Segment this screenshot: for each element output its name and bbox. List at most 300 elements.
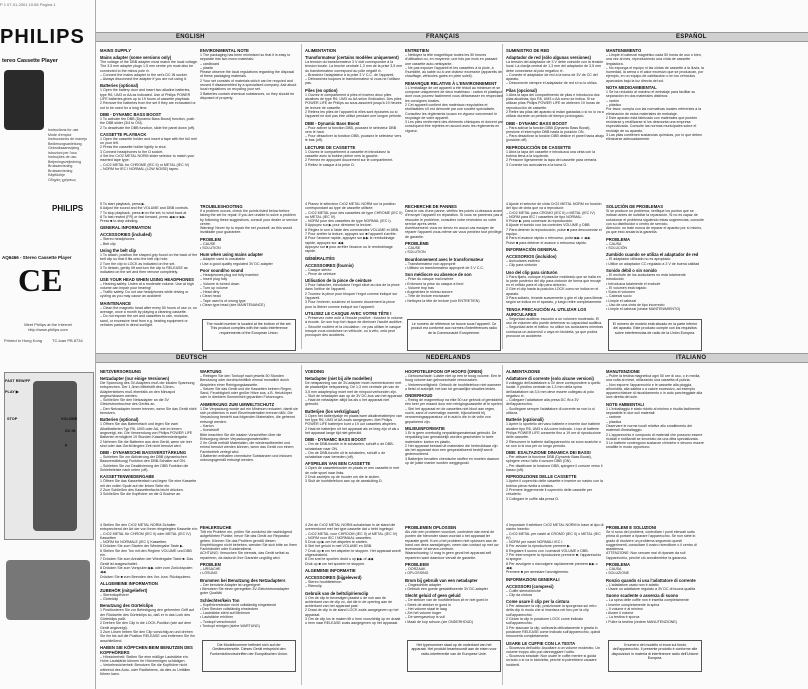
- paragraph: – L'adattatore usato non è adatto: [606, 582, 659, 587]
- section-heading: Bourdonnement avec le transformateur: [405, 256, 484, 262]
- paragraph: • Pulire la testina (vedere MANUTENZIONE): [606, 619, 677, 624]
- section-heading: Batterie (opzionali): [506, 417, 544, 423]
- paragraph: 1 To activate the DBB (Dynamic Bass Boost) function, push the DBB slider (3/4 to ON).: [100, 116, 195, 126]
- paragraph: – Pour activer la fonction DBB, poussez le sélecteur DBB vers le haut.: [305, 125, 397, 134]
- paragraph: La tensión del adaptador de 3 V debe coincidir con la tensión local. La clavija central de 1,3 mm del adaptador de 3,5 mm debe conectarse al polo negativo ⊖.: [506, 60, 604, 73]
- divider: [301, 44, 302, 349]
- en-c2-column: [200, 46, 298, 196]
- paragraph: 1 Para fijarlo, coloque el pasador moldeado que se halla en la parte posterior del clip para cinturón de forma que encaje en el orificio para el clip para cinturón.: [506, 274, 601, 288]
- paragraph: • Clean head: [200, 294, 221, 299]
- paragraph: 8 Per avvolgere o riavvolgere rapidamente premere ▶▶ o ◀◀.: [506, 561, 598, 570]
- paragraph: – Stel het apparaat en de cassettes niet bloot aan regen, vocht, zand of overmatige warmte, bijvoorbeeld bij verwarmingsapparatuur of in auto's die in de volle zon geparkeerd zijn.: [405, 406, 496, 424]
- paragraph: 2 To deactivate the DBB function, slide the panel down (off).: [100, 125, 196, 130]
- section-heading: ALIMENTAZIONE: [506, 369, 541, 374]
- paragraph: – CAUSE: [405, 246, 421, 251]
- language-list-item: Betjeningsvejledning: [48, 159, 81, 164]
- nl-c4-column: [405, 523, 503, 633]
- language-bar-bottom: [96, 353, 808, 363]
- paragraph: 2 Presione ligeramente la tapa del cassette para cerrarla.: [506, 158, 598, 163]
- paragraph: 2 Zum Schließen des Kassettenfachs leicht drücken.: [100, 487, 184, 492]
- paragraph: 1 Per attaccare la clip, posizionare la sporgenza sul retro della clip in modo che si inserisca nel foro per la clip sull'apparecchio.: [506, 604, 597, 617]
- paragraph: – Hörsicherheit: Stellen Sie eine mäßige Lautstärke ein. Hohe Lautstärke können Ihr Hörvermögen schädigen.: [100, 654, 189, 664]
- section-heading: WARTUNG: [200, 369, 222, 374]
- section-heading: Schlechter/kein Ton: [200, 597, 240, 603]
- paragraph: • Limpie el cabezal (véase MANTENIMIENTO): [606, 307, 681, 312]
- paragraph: 2 Retirez les piles de l'appareil si elles sont épuisées ou si l'appareil ne doit pas être utilisé pendant une longue période.: [305, 109, 402, 119]
- section-heading: PROBLEMEN OPLOSSEN: [405, 525, 457, 530]
- section-heading: Uso del clip para cinturón: [506, 269, 558, 275]
- paragraph: The voltage of the DBB adapter must match the local voltage. The 3.5 mm adapter plugs 1.5 mm centre pin must also be connected to the minus pole ⊖.: [100, 60, 198, 73]
- paragraph: – CrO2 METAL para CROMO (IEC II) o METAL (IEC IV): [506, 210, 595, 215]
- it-c1-column: [506, 367, 604, 517]
- paragraph: • Benutzen Sie einen geregelten 3V-Gleichstromadapter guter Qualität: [200, 586, 290, 596]
- paragraph: 1 Er is geen overbodig verpakkingsmateriaal gebruikt. De verpakking kan gemakkelijk worden gescheiden in twee materialen: karton en plastic.: [405, 430, 497, 444]
- paragraph: 1 Open de cassettehouder en plaats er een cassette in met de volle spoel naar links.: [305, 466, 400, 475]
- paragraph: 3 Sluit de hoofdtelefoon aan op de aansluiting Ω.: [305, 479, 383, 484]
- en-c3-column: [100, 202, 198, 352]
- paragraph: 2 Nehmen Sie die Batterien aus dem Gerät, wenn sie leer sind oder das Gerät längere Zeit nicht benutzt wird.: [100, 439, 192, 448]
- section-heading: AFSPELEN VAN EEN CASSETTE: [305, 461, 371, 467]
- paragraph: 6 Réglez le son à l'aide des commandes VOLUME et DBB.: [305, 227, 399, 232]
- paragraph: 2 Rimuovere le batterie dall'apparecchio se sono scariche o se non lo si usa per un lungo periodo.: [506, 439, 601, 448]
- paragraph: 2 Ihr Gerät enthält Materialien, die wiederaufbereitet und erneut benutzt werden können, wenn das Gerät von einem Fachbetrieb zerlegt wird.: [200, 441, 294, 454]
- es-c4-column: [606, 202, 704, 312]
- section-heading: REPRODUCCIÓN DE CASSETTE: [506, 144, 571, 150]
- paragraph: 3 Zum Lösen heben Sie den Clip vorsichtig an und drehen Sie ihn bis auf die Position RELEASE und entfernen Sie ihn anschließend.: [100, 629, 195, 643]
- fr-c2-column: [405, 46, 503, 196]
- paragraph: – Den Netzadapter immer trennen, wenn Sie das Gerät nicht benutzen.: [100, 406, 197, 416]
- paragraph: – Traffic safety: Do not use headphones while driving or cycling as you may cause an accident!: [100, 290, 189, 299]
- section-heading: FEHLERSUCHE: [200, 525, 232, 530]
- print-mark: P 1 07-01-2001 10:58 Pagina 1: [0, 2, 56, 7]
- section-heading: DBB - DYNAMIC BASS BOOST: [305, 437, 367, 443]
- paragraph: – CAUSA: [606, 241, 622, 246]
- paragraph: – Stereo headphones: [100, 237, 135, 242]
- paragraph: – Cuffie stereofoniche: [506, 588, 541, 593]
- paragraph: ATTENZIONE: Non cercare mai di riparare da soli l'apparecchio, perché ciò annullerebbe la garanzia.: [606, 551, 687, 560]
- paragraph: – Reinig de magneetkop na elke 50 uur gebruik of gemiddeld één keer per maand door een reinigingscassette af te spelen.: [405, 398, 503, 407]
- paragraph: – plastica: [606, 419, 622, 424]
- section-heading: RIPRODUZIONE DELLE CASSETTE: [506, 474, 577, 480]
- it-c3-column: [506, 523, 604, 673]
- de-c4-column: [200, 523, 298, 633]
- paragraph: 7 Per interrompere la riproduzione premere ■; l'apparecchio si spegne.: [506, 553, 602, 562]
- paragraph: • Steek de stekker er goed in: [405, 602, 452, 607]
- paragraph: – Ne pas exposer l'appareil et les cassettes à la pluie, à l'humidité, au sable ou à une chaleur excessive (appareils de chauffage, véhicules garés en plein soleil).: [405, 65, 502, 79]
- paragraph: – Turn up volume: [200, 285, 228, 290]
- section-heading: Brummen bei Benutzung des Netzadapters: [200, 577, 286, 583]
- paragraph: – Verkehrssicherheit: Benutzen Sie die Kopfhörer nicht während des Auto- oder Radfahrens, da dies zu Unfällen führen kann.: [100, 663, 191, 677]
- section-heading: Zumbido cuando se utiliza el adaptador de red: [606, 252, 699, 258]
- paragraph: – Karton: [200, 423, 214, 428]
- paragraph: – El volumen está bajado: [606, 285, 647, 290]
- section-heading: Transformateur (certains modèles uniquement): [305, 55, 399, 60]
- section-heading: REMARQUE RELATIVE À L'ENVIRONNEMENT: [405, 80, 497, 86]
- paragraph: – Para desactivar la función DBB deslice el panel hacia abajo (posición off).: [506, 134, 604, 143]
- paragraph: – Tonkopf verschmutzt: [200, 619, 236, 624]
- language-list-item: Instructions for use: [48, 128, 79, 132]
- brand-logo: PHILIPS: [0, 26, 85, 48]
- es-c1-column: [506, 46, 604, 196]
- paragraph: • Maak de kop schoon (zie ONDERHOUD): [405, 619, 473, 624]
- paragraph: • Gebruik een goede gestabiliseerde 3V DC-adapter: [405, 586, 488, 591]
- it-c2-column: [606, 367, 704, 517]
- lang-english: ENGLISH: [176, 34, 205, 40]
- paragraph: – CrO2 METAL pour des cassettes de type CHROME (IEC II) ou METAL (IEC IV): [305, 210, 403, 219]
- de-compliance-box: Die Modellnummer befindet sich auf der Geräteunterseite. Dieses Gerät entspricht den Funkentstörvorschriften der Europäischen Union.: [202, 640, 296, 672]
- paragraph: – Setzen Sie das Gerät und die Kassetten keinem Regen, Sand, Feuchtigkeit oder großer Hitze aus, z.B. Heizkörper oder in direktem Sonnenlicht geparkten Fahrzeugen.: [200, 386, 293, 400]
- paragraph: • SOLUTION: [405, 250, 426, 255]
- section-heading: DBB - Dynamic Bass Boost: [305, 120, 360, 126]
- section-heading: MANTENIMIENTO: [606, 48, 642, 53]
- paragraph: 1 Aprire il coperchio delle cassette e inserire un nastro con la bobina piena rivolta a sinistra.: [506, 479, 603, 488]
- section-heading: Mains adapter (some versions only): [100, 55, 172, 60]
- paragraph: – cardboard: [200, 61, 220, 66]
- paragraph: 4 Set the CrO2 METAL NORM slider selector to match your inserted tape type:: [100, 154, 195, 163]
- paragraph: – Scollegare sempre l'adattatore di corrente se non lo si utilizza.: [506, 406, 595, 416]
- paragraph: Se vi sono dei problemi, controllare i punti elencati sotto prima di portare a riparare l'apparecchio. Se non siete in grado di risolvere un problema seguendo questi suggerimenti, consultare il vostro rivenditore o il centro di assistenza.: [606, 530, 697, 552]
- paragraph: – Om de DBB-functie uit te schakelen, schuift u de schakelaar naar beneden (off).: [305, 450, 386, 460]
- cover-column: [0, 0, 96, 689]
- paragraph: 4 Zet de CrO2 METAL NORM-schakelaar in de stand die overeenkomt met het type cassette dat u hebt ingelegd:: [305, 523, 396, 532]
- paragraph: 2 Premere leggermente il coperchio delle cassette per chiuderlo.: [506, 487, 593, 497]
- paragraph: • Enfoncez la prise du casque à fond: [405, 281, 464, 286]
- section-heading: DBB - DYNAMIC BASS BOOST: [506, 120, 568, 126]
- paragraph: • Den Stecker vollständig einstecken: [200, 606, 259, 611]
- paragraph: – NORM pour des cassettes de type NORMAL (IEC I).: [305, 219, 392, 224]
- paragraph: – CrO2 METAL for CHROME (IEC II) or METAL (IEC IV): [100, 162, 190, 167]
- paragraph: 7 To stop playback, press ■ on the set, to wind back at: [100, 210, 187, 215]
- paragraph: 1 Öffnen Sie das Batteriefach und legen Sie zwei Alkalibatterien Typ R6, UM3 oder AA, wie im Innern angezeigt, ein. Die Verwendung von Philips POWER LIFE Batterien ermöglicht 19 Stunden Kassettenwiedergabe.: [100, 422, 193, 440]
- paragraph: 6 Ajuste el sonido con los controles VOLUME y DBB.: [506, 223, 591, 228]
- section-heading: MANUTENZIONE: [606, 369, 640, 374]
- paragraph: – NORM voor IEC I NORMAAL cassettes.: [305, 535, 372, 540]
- section-heading: HABEN SIE KÖPFCHEN BEIM BENUTZEN DES KOPFHÖRERS: [100, 644, 193, 655]
- paragraph: 5 Drücken Sie zum Starten der Wiedergabe Taste ▶.: [100, 544, 184, 549]
- paragraph: – Cabezal sucio: [606, 294, 632, 299]
- paragraph: – Casque stéréo: [305, 267, 332, 272]
- internet-note: Meet Philips at the Internet http://www.philips.com: [24, 322, 72, 332]
- section-heading: SUMINISTRO DE RED: [506, 48, 550, 53]
- paragraph: 3 Connect headphones to the Ω socket.: [100, 149, 164, 154]
- paragraph: 1 Pour l'attacher, introduisez l'ergot situé au dos de la pince dans l'orifice de l'appareil.: [305, 283, 400, 292]
- section-heading: Adaptador de red (sólo algunas versiones): [506, 55, 591, 60]
- paragraph: – Sicurezza stradale: Non usare le cuffie mentre si guida un'auto o si va in bicicletta, perché si potrebbero causare incidenti.: [506, 654, 597, 667]
- paragraph: 5 To start playback, press ▶.: [100, 202, 146, 206]
- paragraph: – NORM para IEC I cassettes de tipo NORMAL.: [506, 214, 583, 219]
- paragraph: Atención: no trate nunca de reparar el aparato por sí mismo, ya que esto anularía la garantía.: [606, 226, 703, 235]
- paragraph: • Alzare il volume: [606, 611, 634, 616]
- section-heading: PROBLEMA: [606, 562, 630, 568]
- section-heading: PROBLEM: [200, 562, 221, 568]
- section-heading: PROBLÈME: [405, 241, 429, 247]
- paragraph: – Gehoorschade: Luister niet op een te hoog volume. Een te hoog volume kan gehoorschade veroorzaken.: [405, 374, 502, 383]
- paragraph: • Augmentez le niveau sonore: [405, 290, 453, 295]
- paragraph: 2 Tournez la pince pour bloquer l'ergot comme indiqué sur l'appareil.: [305, 291, 398, 301]
- paragraph: 3 Reliez le casque à la prise Ω.: [305, 162, 355, 167]
- paragraph: Pulse ■ para detener el avance o retroceso rápido.: [506, 240, 587, 245]
- paragraph: – Branchez l'adaptateur à la prise 3 V C.C. de l'appareil.: [305, 72, 395, 77]
- it-c4-column: [606, 523, 704, 633]
- paragraph: – Insert plug fully: [200, 277, 228, 282]
- paragraph: Avertissement: vous ne devez en aucun cas essayer de réparer l'appareil vous-même car vous perdriez tout privilège de garantie.: [405, 226, 502, 239]
- language-list: [48, 128, 94, 182]
- paragraph: – Always disconnect the adapter if you are not using it.: [100, 77, 187, 82]
- paragraph: – CrO2 METAL für CHROM (IEC II) oder METAL (IEC IV) Kassetten: [100, 531, 191, 540]
- section-heading: ALGEMENE INFORMATIE: [305, 567, 356, 573]
- paragraph: – Para activar la función DBB (Dynamic Bass Boost), presione el interruptor DBB hasta la posición ON.: [506, 125, 591, 134]
- paragraph: – Volume trop bas: [405, 285, 434, 290]
- paragraph: – Verkeersveiligheid: Gebruik de hoofdtelefoon niet wanneer u fietst of autorijdt; het kan tot gevaarlijke situaties leiden.: [405, 382, 502, 391]
- section-heading: SOLUCIÓN DE PROBLEMAS: [606, 204, 663, 209]
- section-heading: ALIMENTATION: [305, 48, 337, 53]
- section-heading: DBB - DYNAMIC BASS BOOST: [100, 111, 162, 117]
- paragraph: Die Spannung des 3V-Adapters muß der lokalen Spannung entsprechen. Der 1,3mm Mittelstift des 3,5mm-Adapterstekers muß ebenfalls an den Minuspol angeschlossen werden.: [100, 381, 195, 398]
- lang-spanish: ESPAÑOL: [676, 34, 707, 40]
- paragraph: – Lautstärke steht auf Minimum: [200, 611, 251, 616]
- paragraph: – Adapter used is unsuitable: [200, 257, 246, 262]
- dc-in-label: DC IN: [65, 429, 76, 433]
- section-heading: HOOFDTELEFOON OP HOOFD (OREN): [405, 369, 483, 374]
- section-heading: USARE LE CUFFIE CON LA TESTA: [506, 640, 576, 646]
- section-heading: ONDERHOUD: [405, 393, 433, 399]
- fast-rew-ff-label: FAST REW/FF: [5, 379, 31, 383]
- paragraph: – NORM für NORMALE (IEC I) Kassetten.: [100, 540, 168, 545]
- paragraph: – De stekker van de hoofdtelefoon zit er niet goed in: [405, 598, 489, 603]
- paragraph: 1 Open het batterijvakje en plaats twee alkalinebatterijen van het type R6, UM3 of AA zoals aangegeven. Met Philips POWER LIFE batterijen kunt u 19 uur cassettes afspelen.: [305, 413, 402, 427]
- de-c1-column: [100, 367, 198, 517]
- paragraph: – Hearing safety: Listen at a moderate volume. Use at high volume can impair your hearing!: [100, 281, 194, 290]
- section-heading: Son médiocre ou absence de son: [405, 272, 472, 278]
- paragraph: – Seguridad auditiva: escuche a un volumen moderado. El uso de volumen alto puede deteriorar su capacidad auditiva.: [506, 316, 603, 325]
- paragraph: – Stereo hoofdtelefoon: [305, 579, 342, 584]
- section-heading: Ronzio quando si usa l'adattatore di corrente: [606, 577, 696, 583]
- paragraph: • SOLUCIÓN: [606, 246, 628, 251]
- paragraph: 3 Batterien enthalten chemische Substanzen und müssen ordnungsgemäß entsorgt werden.: [200, 454, 292, 463]
- section-heading: PROBLEEM: [405, 562, 429, 568]
- paragraph: Als zich een probleem voordoet, controleer dan eerst de punten die hieronder staan voordat u het apparaat ter reparatie geeft. Kunt u het probleem niet oplossen aan de hand van deze aanwijzingen, neem dan contact op met uw leverancier of service-centrum.: [405, 530, 499, 552]
- model-title: AQ6466 - Stereo Cassette Player: [2, 255, 72, 260]
- section-heading: INFORMAZIONI GENERALI: [506, 576, 560, 582]
- ce-mark: CE: [18, 262, 63, 298]
- paragraph: 3 Le batterie contengono sostanze chimiche e devono essere smaltite in modo opportuno.: [606, 441, 704, 450]
- section-heading: CASSETTE PLAYBACK: [100, 131, 147, 137]
- section-heading: Slecht geluid of geen geluid: [405, 593, 461, 599]
- en-compliance-box: The model number is located at the bottom of the set. This product complies with the radio interference requirements of the European Union.: [202, 319, 296, 351]
- paragraph: 8 Pour l'avance rapide, appuyez sur ▶▶ le rembobinage rapide, appuyez sur ◀◀.: [305, 236, 395, 245]
- paragraph: 2 Turn the clip to LOCK as indicated on the set.: [100, 261, 176, 266]
- paragraph: 1 The packaging has been minimised so that it is easy to separate into two mono materials:: [200, 53, 291, 62]
- paragraph: – Clip da cintura: [506, 592, 532, 597]
- paragraph: – Schließen Sie den Netzadapter an die 3V Gleichstrombuchse des Geräts an.: [100, 398, 169, 407]
- paragraph: 1 Ouvrez le compartiment à cassette et introduisez la cassette avec la bobine pleine vers la gauche.: [305, 149, 390, 159]
- paragraph: – La testina è sporca: [606, 615, 640, 620]
- paragraph: Druk op ■ om het spoelen te stoppen.: [305, 561, 366, 566]
- section-heading: Suono scadente o assenza di suono: [606, 593, 679, 599]
- paragraph: – Volume is turned down: [200, 281, 240, 286]
- es-c3-column: [506, 202, 604, 352]
- paragraph: 2 Het apparaat bestaat uit materialen die herbruikbaar zijn als het apparaat door een gespecialiseerd bedrijf wordt gedemonteerd.: [405, 443, 498, 457]
- paragraph: 2 Girare la clip in posizione LOCK come indicato sull'apparecchio.: [506, 617, 584, 626]
- paragraph: – Om de DBB-functie in te schakelen, schuift u de DBB-schakelaar naar ON.: [305, 442, 394, 451]
- section-heading: ENTRETIEN: [405, 48, 429, 53]
- paragraph: • Clean type head (see MAINTENANCE): [200, 303, 265, 308]
- paragraph: Premere ■ per arrestare l'avvolgimento.: [506, 570, 570, 575]
- paragraph: 3 Om de clip los te maken tilt u hem voorzichtig op en draait u hem naar RELEASE zoals aangegeven op het apparaat.: [305, 617, 401, 626]
- section-heading: GÉNÉRALITÉS: [305, 255, 335, 261]
- paragraph: 2 Your set consists of materials which can be recycled and reused if disassembled by a specialised company. Ask about local regulations on recycling your set.: [200, 78, 297, 92]
- paragraph: 2 Draai de clip in de stand LOCK zoals aangegeven op het apparaat.: [305, 608, 399, 617]
- paragraph: – Per attivare la funzione DBB (Dynamic Bass Boost), spingere verso l'alto il cursore DBB (ON).: [506, 455, 592, 464]
- paragraph: – Prise du casque mal insérée: [405, 277, 454, 282]
- language-list-item: Istruzioni per l'uso: [48, 150, 77, 155]
- section-heading: DBB: ESALTAZIONE DINAMICA DEI BASSI: [506, 450, 591, 456]
- paragraph: – La spina delle cuffie non è inserita completamente: [606, 598, 689, 603]
- section-heading: UTILISEZ LE CASQUE AVEC VOTRE TÊTE !: [305, 310, 392, 316]
- paragraph: • Limpie el cabezal: [606, 298, 637, 303]
- paragraph: • LÖSUNG: [200, 571, 218, 576]
- section-heading: MAINTENANCE: [100, 300, 131, 306]
- paragraph: 2 Este aparato está fabricado con materiales que pueden reciclarse y reutilizarse si los desmonta una empresa especializada. Consulte las normas municipales sobre el reciclaje de su aparato.: [606, 115, 698, 133]
- paragraph: 7 Para detener la reproducción, pulse ■ para desconectar el equipo.: [506, 227, 602, 237]
- paragraph: 3 To detach, gently lift and turn the clip to RELEASE as indicated on the set and then remove completely.: [100, 265, 188, 275]
- paragraph: Tritt ein Problem ein, prüfen Sie zunächst die nachfolgend aufgeführten Punkte, bevor Sie das Gerät zur Reparatur geben. Können Sie das Problem gemäß diesen Empfehlungen nicht beheben, wenden Sie sich bitte an Ihren Fachhändler oder Kundendienst.: [200, 530, 297, 552]
- section-heading: LECTURE DE CASSETTE: [305, 144, 356, 150]
- section-heading: NOTE AMBIENTALI: [606, 401, 645, 407]
- section-heading: TROUBLESHOOTING: [200, 204, 243, 209]
- paragraph: – Desconecte siempre el adaptador de red si no lo utiliza.: [506, 81, 598, 86]
- nl-c2-column: [405, 367, 503, 517]
- section-heading: Brom bij gebruik van een netadapter: [405, 577, 478, 583]
- device-body-image: [33, 381, 77, 531]
- section-heading: Sonido débil o sin sonido: [606, 267, 657, 273]
- paragraph: – Belt clip: [100, 241, 116, 246]
- paragraph: – Non esporre l'apparecchio e le cassette alla pioggia, all'umidità, alla sabbia o a calore eccessivo, ad esempio apparecchiature di riscaldamento o in auto parcheggiate alla luce diretta del sole.: [606, 382, 703, 400]
- paragraph: 5 Druk op ▶ om het afspelen te starten.: [305, 540, 368, 545]
- section-heading: RECHERCHE DE PANNES: [405, 204, 457, 209]
- de-c3-column: [100, 523, 198, 677]
- section-heading: Batterijen (los verkrijgbaar): [305, 408, 360, 414]
- paragraph: – Conecte el adaptador de red a la toma de 3V de CC del aparato.: [506, 72, 598, 82]
- it-compliance-box: Il numero del modello si trova sul fondo dell'apparecchio. Il presente prodotto è conforme alle disposizioni in materia di interferenze radio dell'Unione Europea.: [608, 640, 702, 672]
- brand-logo-small: PHILIPS: [52, 204, 84, 213]
- paragraph: Appuyez sur ■ pour arrêter l'avance ou le rembobinage rapide.: [305, 244, 393, 254]
- section-heading: Netzadapter (nur einige Versionen): [100, 376, 170, 381]
- paragraph: 3 Per staccare la clip, sollevarla delicatamente e girarla in posizione RELEASE come indicato sull'apparecchio, quindi rimuoverla completamente.: [506, 625, 601, 639]
- paragraph: Por favor, cumpla con las normativas locales referentes a la eliminación de estos materiales de embalaje.: [606, 107, 702, 116]
- section-heading: ACCESSORIES (included): [100, 232, 152, 238]
- section-heading: ACCESSOIRES (bijgeleverd): [305, 574, 362, 580]
- paragraph: 3 Para soltarlo, levante suavemente y gire el clip para liberar según se indica en el aparato, y luego retire completamente.: [506, 296, 603, 305]
- de-c2-column: [200, 367, 298, 517]
- section-heading: MAINS SUPPLY: [100, 48, 132, 53]
- paragraph: 1 Om de clip te bevestigen plaatst u de nok aan de achterkant van de clip zo, dat die in de opening aan de achterkant van het apparaat past.: [305, 595, 393, 609]
- paragraph: – Clean the magnetic head after every 50 hours of use or, on average, once a month by playing a cleaning cassette.: [100, 305, 197, 315]
- paragraph: 6 Adjust the sound and the VOLUME and DBB controls.: [100, 206, 189, 211]
- paragraph: • Lautstärke erhöhen: [200, 615, 234, 620]
- section-heading: GENERAL INFORMATION: [100, 225, 151, 231]
- paragraph: – Connect the mains adapter to the set's DC IN socket.: [100, 72, 188, 77]
- paragraph: 5 Appuyez sur ▶ pour démarrer la lecture.: [305, 223, 372, 228]
- paragraph: – Schieben Sie zur Deaktivierung der DBB Funktion die Schiebeleiste nach unten (off).: [100, 463, 189, 473]
- paragraph: If a problem occurs, check the points listed below before taking the set for repair. If you are unable to solve a problem by following these suggestions, consult your dealer or service centre.: [200, 209, 298, 226]
- paragraph: 8 Para el avance rápido o retroceso, pulse ▶▶ o ◀◀.: [506, 236, 591, 241]
- paragraph: – Reinigen Sie den Tonkopf nach jeweils 50 Stunden Benutzung oder durchschnittlich einmal monatlich durch Abspielen einer Reinigungskassette.: [200, 374, 290, 387]
- paragraph: 1 Open the cassette holder and insert a tape with the full reel on your left.: [100, 136, 197, 146]
- paragraph: – Per disattivare la funzione DBB, spingere il cursore verso il basso (off).: [506, 463, 603, 473]
- paragraph: • Zet het volume hoger: [405, 611, 442, 616]
- lang-italian: ITALIANO: [676, 355, 707, 361]
- paragraph: – cartone: [606, 415, 621, 420]
- section-heading: Hum when using mains adapter: [200, 252, 264, 258]
- language-list-item: Bedienungsanleitung: [48, 141, 82, 146]
- language-list-item: Οδηγίες χρήσεως: [48, 177, 77, 182]
- paragraph: – CAUSA: [606, 567, 622, 572]
- language-list-item: Bruksanvisning: [48, 168, 73, 173]
- paragraph: • SOLUTION: [200, 246, 221, 251]
- paragraph: ACHTUNG: Versuchen Sie niemals, das Gerät selbst zu reparieren, da dadurch Ihre Garantie ungültig wird.: [200, 551, 290, 560]
- paragraph: Bitte beachten Sie die lokalen Vorschriften über die Entsorgung dieser Verpackungsmaterialien.: [200, 432, 282, 441]
- paragraph: 5 Per avviare la riproduzione premere ▶.: [506, 544, 571, 549]
- paragraph: – Pince de ceinture: [305, 271, 336, 276]
- section-heading: Poor sound/no sound: [200, 267, 244, 273]
- paragraph: 2 Haal de batterijen uit het apparaat als ze leeg zijn of als u het apparaat lange tijd niet gebruikt.: [305, 426, 400, 435]
- paragraph: – Sicurezza dell'udito: Ascoltare a un volume moderato. Un volume troppo alto può danneggiare l'udito.: [506, 645, 600, 654]
- language-list-item: Mode d'emploi: [48, 132, 72, 137]
- paragraph: 1 Se ha reducido al máximo el embalaje para facilitar su separación en dos materiales distintos:: [606, 90, 696, 99]
- language-list-item: Bruksanvisning: [48, 164, 73, 168]
- section-heading: ACCESSORI (compresi): [506, 583, 554, 589]
- paragraph: – Stereokopfhörer: [100, 592, 129, 597]
- paragraph: – De weergavekop is vuil: [405, 615, 445, 620]
- paragraph: – Pour désactiver la fonction DBB, poussez le sélecteur vers le bas (off).: [305, 134, 402, 143]
- paragraph: 1 Aprire lo sportello del vano batterie e inserire due batterie alcaline tipo R6, UM3 o AA come indicato. L'uso di batterie Philips POWER LIFE consente fino a 19 ore di riproduzione delle cassette.: [506, 422, 601, 440]
- paragraph: 2 Fermez en appuyant doucement sur le compartiment.: [305, 158, 394, 163]
- paragraph: 4 Ajuste el selector de cinta CrO2 METAL NORM en función del tipo de cinta que va a reproducir:: [506, 202, 602, 211]
- paragraph: 3 Batterijen bevatten chemische stoffen en moeten daarom op de juiste manier worden weggegooid.: [405, 456, 500, 466]
- section-heading: USE YOUR HEAD WHEN USING HEADPHONES: [100, 276, 194, 282]
- paragraph: 5 Pulse ▶ para comenzar la reproducción.: [506, 219, 574, 224]
- paragraph: – Nettoyez la tête magnétique toutes les 50 heures d'utilisation ou, en moyenne, une fois par mois en passant une cassette auto-nettoyante.: [405, 53, 498, 66]
- paragraph: Waarschuwing: U mag in geen geval het apparaat zelf repareren want daardoor vervalt de garantie.: [405, 551, 492, 560]
- paragraph: • SOLUZIONE: [606, 571, 630, 576]
- product-title: tereo Cassette Player: [2, 58, 58, 64]
- section-heading: KASSETTENWIEDERGABE: [100, 474, 155, 480]
- paragraph: – CrO2 METAL per nastri al CROMO (IEC II) o METAL (IEC IV): [506, 531, 601, 540]
- section-heading: Piles (en option): [305, 87, 338, 93]
- paragraph: – URSACHE: [200, 567, 221, 572]
- section-heading: MILIEUINFORMATIE: [405, 425, 445, 431]
- paragraph: – Collegare l'adattatore alla presa DC IN a 3V dell'apparecchio.: [506, 398, 579, 407]
- paragraph: • Introduzca totalmente el enchufe: [606, 281, 661, 286]
- en-c4-column: [200, 202, 298, 312]
- paragraph: – Auriculares estéreo: [506, 258, 540, 263]
- paragraph: 8 To fast rewind (FR) or fast forward, press ◀◀ or ▶▶.: [100, 214, 187, 219]
- en-c1-column: [100, 46, 198, 196]
- language-list-item: Instrucciones de manejo: [48, 137, 87, 141]
- fr-c3-column: [305, 202, 403, 352]
- paragraph: – El adaptador utilizado no es apropiado: [606, 257, 671, 262]
- paragraph: – Débranchez toujours le transformateur si vous ne l'utilisez pas.: [305, 77, 400, 86]
- paragraph: – Der benutzte Adapter ist ungeeignet: [200, 582, 261, 587]
- paragraph: – Limpie el cabezal magnético cada 50 horas de uso o bien, una vez al mes, reproduciendo una cinta de cassette limpiadora.: [606, 53, 702, 66]
- paragraph: Warning! Never try to repair the set yourself, as this would invalidate your guarantee.: [200, 226, 293, 235]
- paragraph: 7 Druk op ■ om het afspelen te stoppen. Het apparaat wordt uitgeschakeld.: [305, 548, 401, 558]
- section-heading: ANMERKUNG ZUM UMWELTSCHUTZ: [200, 401, 275, 407]
- paragraph: 8 Drücken Sie zum Vorspulen ▶▶ oder zum Zurückspulen ◀◀.: [100, 565, 193, 575]
- paragraph: 1 Abra la tapa del compartimento de pilas e introduzca dos pilas alcalinas, tipo R6, UM3 o AA como se indica. Si se utilizan pilas Philips POWER LIFE se obtienen 19 horas de reproducción de cassette.: [506, 92, 600, 110]
- paragraph: 1 Abra la tapa del cassette e introduzca una cinta con la bobina llena a la izquierda.: [506, 149, 596, 159]
